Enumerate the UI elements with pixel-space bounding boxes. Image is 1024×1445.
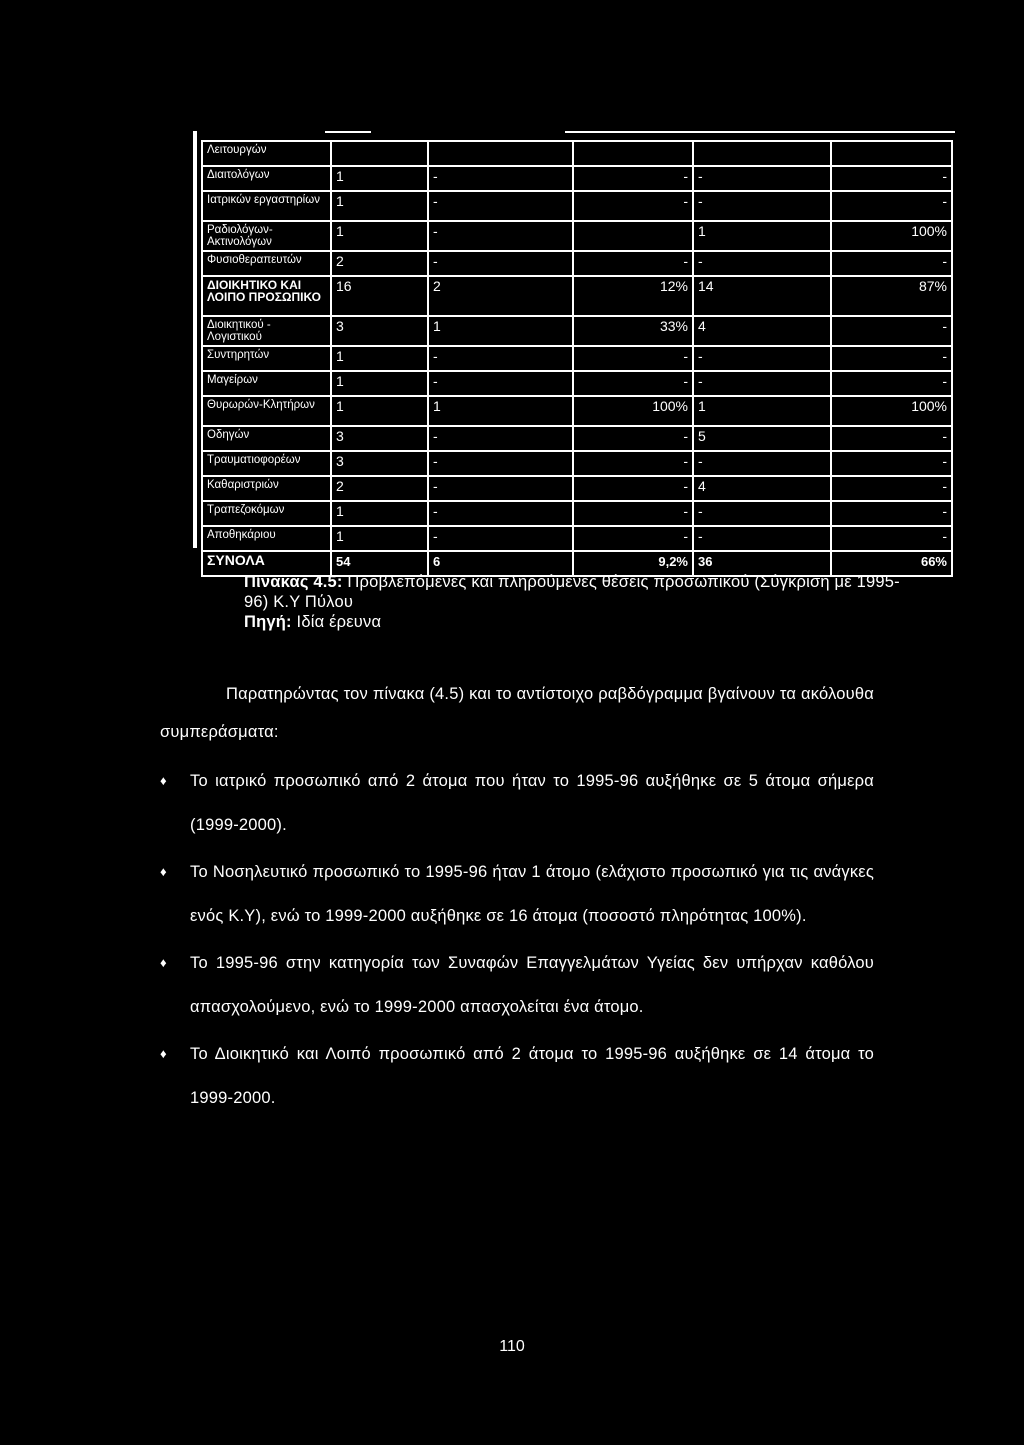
row-label-cell: Συντηρητών <box>202 346 331 371</box>
value-cell <box>428 141 573 166</box>
value-cell: 100% <box>831 396 952 426</box>
value-cell: - <box>831 426 952 451</box>
list-item-text: Το Νοσηλευτικό προσωπικό το 1995-96 ήταν 1 άτομο (ελάχιστο προσωπικό για τις ανάγκες ενός Κ.Υ), ενώ το 1999-2000 αυξήθηκε σε 16 άτομα (ποσοστό πληρότητας 100%). <box>190 863 874 925</box>
diamond-bullet-icon: ♦ <box>160 864 167 879</box>
caption-text: Προβλεπόμενες και πληρούμενες θέσεις προσωπικού (Σύγκριση με 1995-96) Κ.Υ Πύλου <box>244 573 900 611</box>
table-row <box>202 426 952 451</box>
value-cell <box>331 141 428 166</box>
table-row <box>202 221 952 251</box>
value-cell: 1 <box>331 501 428 526</box>
diamond-bullet-icon: ♦ <box>160 773 167 788</box>
table-row <box>202 251 952 276</box>
value-cell: - <box>831 191 952 221</box>
row-label-cell: Ιατρικών εργαστηρίων <box>202 191 331 221</box>
row-label-cell: Θυρωρών-Κλητήρων <box>202 396 331 426</box>
value-cell: 3 <box>331 316 428 346</box>
table-caption <box>244 572 904 632</box>
list-item <box>160 850 874 938</box>
value-cell: 87% <box>831 276 952 316</box>
value-cell: - <box>693 166 831 191</box>
table-top-rule <box>565 131 955 133</box>
value-cell: 6 <box>428 551 573 576</box>
value-cell: - <box>693 346 831 371</box>
table-row <box>202 346 952 371</box>
value-cell: - <box>831 526 952 551</box>
value-cell: 4 <box>693 316 831 346</box>
value-cell: - <box>573 426 693 451</box>
caption-label: Πίνακας 4.5: <box>244 573 343 591</box>
value-cell: 4 <box>693 476 831 501</box>
value-cell: - <box>831 251 952 276</box>
table-row <box>202 166 952 191</box>
value-cell: 1 <box>331 396 428 426</box>
value-cell: - <box>831 451 952 476</box>
diamond-bullet-icon: ♦ <box>160 955 167 970</box>
conclusions-list <box>160 759 874 1120</box>
list-item <box>160 759 874 847</box>
value-cell: - <box>831 501 952 526</box>
value-cell: 1 <box>331 166 428 191</box>
caption-title-line <box>244 572 904 612</box>
value-cell: - <box>693 501 831 526</box>
caption-source-text: Ιδία έρευνα <box>291 613 382 631</box>
value-cell <box>573 141 693 166</box>
value-cell: 1 <box>693 396 831 426</box>
table-row <box>202 191 952 221</box>
value-cell: - <box>428 451 573 476</box>
value-cell: 12% <box>573 276 693 316</box>
value-cell: 9,2% <box>573 551 693 576</box>
value-cell: - <box>573 166 693 191</box>
row-label-cell: Τραπεζοκόμων <box>202 501 331 526</box>
value-cell: 1 <box>331 191 428 221</box>
value-cell: - <box>831 476 952 501</box>
value-cell: - <box>428 221 573 251</box>
intro-text: Παρατηρώντας τον πίνακα (4.5) και το αντίστοιχο ραβδόγραμμα βγαίνουν τα ακόλουθα συμπεράσματα: <box>160 685 874 741</box>
value-cell: 3 <box>331 451 428 476</box>
value-cell: 1 <box>693 221 831 251</box>
value-cell: - <box>573 451 693 476</box>
row-label-cell: ΣΥΝΟΛΑ <box>202 551 331 576</box>
value-cell: 16 <box>331 276 428 316</box>
value-cell: 100% <box>831 221 952 251</box>
value-cell: 1 <box>331 346 428 371</box>
value-cell: - <box>693 371 831 396</box>
value-cell: - <box>428 346 573 371</box>
value-cell: - <box>428 476 573 501</box>
value-cell <box>693 141 831 166</box>
value-cell: 1 <box>331 526 428 551</box>
value-cell: - <box>573 251 693 276</box>
value-cell: - <box>831 371 952 396</box>
value-cell: - <box>573 501 693 526</box>
value-cell: - <box>428 501 573 526</box>
row-label-cell: Διαιτολόγων <box>202 166 331 191</box>
value-cell: 1 <box>331 371 428 396</box>
value-cell: - <box>573 371 693 396</box>
value-cell: - <box>693 251 831 276</box>
row-label-cell: Τραυματιοφορέων <box>202 451 331 476</box>
row-label-cell: Διοικητικού - Λογιστικού <box>202 316 331 346</box>
value-cell: - <box>693 451 831 476</box>
table-row <box>202 141 952 166</box>
row-label-cell: Λειτουργών <box>202 141 331 166</box>
value-cell: 3 <box>331 426 428 451</box>
value-cell: 2 <box>331 476 428 501</box>
value-cell: 100% <box>573 396 693 426</box>
value-cell: - <box>428 166 573 191</box>
value-cell: - <box>831 316 952 346</box>
body-text <box>160 675 874 1123</box>
table-top-rule <box>325 131 371 133</box>
row-label-cell: ΔΙΟΙΚΗΤΙΚΟ ΚΑΙ ΛΟΙΠΟ ΠΡΟΣΩΠΙΚΟ <box>202 276 331 316</box>
value-cell: - <box>428 371 573 396</box>
value-cell <box>831 141 952 166</box>
row-label-cell: Ραδιολόγων-Ακτινολόγων <box>202 221 331 251</box>
table-row <box>202 451 952 476</box>
value-cell <box>573 221 693 251</box>
value-cell: - <box>573 346 693 371</box>
value-cell: - <box>573 476 693 501</box>
value-cell: - <box>693 526 831 551</box>
table-row <box>202 501 952 526</box>
value-cell: 54 <box>331 551 428 576</box>
row-label-cell: Καθαριστριών <box>202 476 331 501</box>
diamond-bullet-icon: ♦ <box>160 1046 167 1061</box>
page-number: 110 <box>499 1338 525 1355</box>
table-row <box>202 526 952 551</box>
list-item <box>160 941 874 1029</box>
list-item-text: Το ιατρικό προσωπικό από 2 άτομα που ήταν το 1995-96 αυξήθηκε σε 5 άτομα σήμερα (1999-2000). <box>190 772 874 834</box>
intro-paragraph <box>160 675 874 751</box>
value-cell: - <box>428 251 573 276</box>
list-item-text: Το 1995-96 στην κατηγορία των Συναφών Επαγγελμάτων Υγείας δεν υπήρχαν καθόλου απασχολούμενο, ενώ το 1999-2000 απασχολείται ένα άτομο. <box>190 954 874 1016</box>
list-item-text: Το Διοικητικό και Λοιπό προσωπικό από 2 άτομα το 1995-96 αυξήθηκε σε 14 άτομα το 1999-2000. <box>190 1045 874 1107</box>
row-label-cell: Μαγείρων <box>202 371 331 396</box>
row-label-cell: Φυσιοθεραπευτών <box>202 251 331 276</box>
value-cell: - <box>428 526 573 551</box>
value-cell: - <box>573 526 693 551</box>
value-cell: 2 <box>428 276 573 316</box>
table-row <box>202 276 952 316</box>
value-cell: - <box>831 166 952 191</box>
caption-source-label: Πηγή: <box>244 613 292 631</box>
caption-source-line <box>244 612 904 632</box>
value-cell: - <box>831 346 952 371</box>
value-cell: - <box>573 191 693 221</box>
value-cell: 5 <box>693 426 831 451</box>
table-row <box>202 476 952 501</box>
value-cell: 1 <box>428 316 573 346</box>
value-cell: - <box>693 191 831 221</box>
value-cell: 2 <box>331 251 428 276</box>
value-cell: 66% <box>831 551 952 576</box>
staff-positions-table <box>201 140 953 577</box>
list-item <box>160 1032 874 1120</box>
value-cell: - <box>428 191 573 221</box>
table-row <box>202 371 952 396</box>
table-row <box>202 396 952 426</box>
value-cell: 1 <box>331 221 428 251</box>
value-cell: 36 <box>693 551 831 576</box>
value-cell: 33% <box>573 316 693 346</box>
value-cell: 14 <box>693 276 831 316</box>
value-cell: - <box>428 426 573 451</box>
row-label-cell: Οδηγών <box>202 426 331 451</box>
table-row <box>202 316 952 346</box>
staff-table-container <box>193 131 954 569</box>
value-cell: 1 <box>428 396 573 426</box>
row-label-cell: Αποθηκάριου <box>202 526 331 551</box>
